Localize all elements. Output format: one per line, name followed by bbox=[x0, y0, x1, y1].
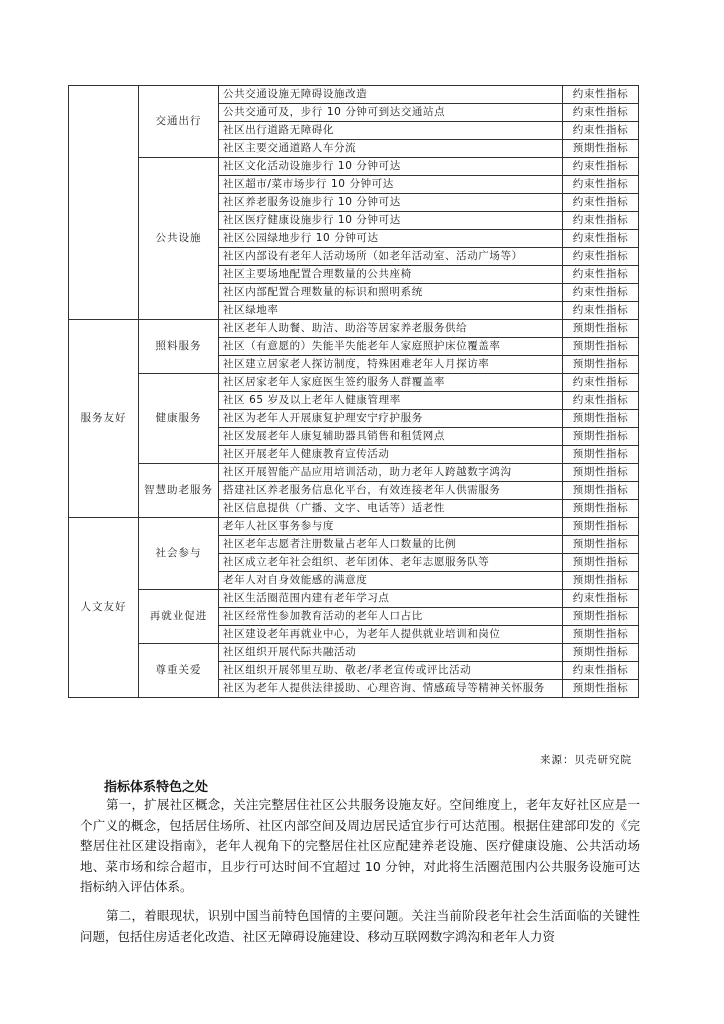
table-source: 来源：贝壳研究院 bbox=[540, 754, 632, 766]
subcategory-cell: 交通出行 bbox=[139, 86, 219, 158]
indicator-type-cell: 约束性指标 bbox=[563, 104, 639, 122]
indicator-cell: 社区超市/菜市场步行 10 分钟可达 bbox=[219, 176, 563, 194]
indicator-type-cell: 预期性指标 bbox=[563, 320, 639, 338]
indicator-cell: 搭建社区养老服务信息化平台，有效连接老年人供需服务 bbox=[219, 482, 563, 500]
indicator-type-cell: 约束性指标 bbox=[563, 212, 639, 230]
indicator-cell: 社区养老服务设施步行 10 分钟可达 bbox=[219, 194, 563, 212]
table-row bbox=[69, 518, 639, 536]
paragraph-1: 第一，扩展社区概念，关注完整居住社区公共服务设施友好。空间维度上，老年友好社区应是一个广义的概念，包括居住场所、社区内部空间及周边居民适宜步行可达范围。根据住建部印发的《完整居住社区建设指南》，老年人视角下的完整居住社区应配建养老设施、医疗健康设施、公共活动场地、菜市场和综合超市，且步行可达时间不宜超过 10 分钟，对此将生活圈范围内公共服务设施可达指标纳入评估体系。 bbox=[80, 797, 640, 894]
indicator-cell: 社区建设老年再就业中心，为老年人提供就业培训和岗位 bbox=[219, 626, 563, 644]
indicator-type-cell: 约束性指标 bbox=[563, 662, 639, 680]
indicator-cell: 社区开展老年人健康教育宣传活动 bbox=[219, 446, 563, 464]
indicator-cell: 社区为老年人提供法律援助、心理咨询、情感疏导等精神关怀服务 bbox=[219, 680, 563, 698]
indicator-type-cell: 约束性指标 bbox=[563, 230, 639, 248]
indicator-cell: 社区主要场地配置合理数量的公共座椅 bbox=[219, 266, 563, 284]
indicator-cell: 社区信息提供（广播、文字、电话等）适老性 bbox=[219, 500, 563, 518]
indicator-cell: 社区居家老年人家庭医生签约服务人群覆盖率 bbox=[219, 374, 563, 392]
subcategory-cell: 尊重关爱 bbox=[139, 644, 219, 698]
indicator-cell: 社区发展老年人康复辅助器具销售和租赁网点 bbox=[219, 428, 563, 446]
indicator-type-cell: 预期性指标 bbox=[563, 338, 639, 356]
indicator-type-cell: 预期性指标 bbox=[563, 410, 639, 428]
indicator-type-cell: 约束性指标 bbox=[563, 248, 639, 266]
indicator-cell: 社区开展智能产品应用培训活动，助力老年人跨越数字鸿沟 bbox=[219, 464, 563, 482]
indicator-cell: 社区为老年人开展康复护理安宁疗护服务 bbox=[219, 410, 563, 428]
indicator-type-cell: 预期性指标 bbox=[563, 518, 639, 536]
indicator-type-cell: 约束性指标 bbox=[563, 86, 639, 104]
indicator-cell: 社区出行道路无障碍化 bbox=[219, 122, 563, 140]
indicator-cell: 社区建立居家老人探访制度，特殊困难老年人月探访率 bbox=[219, 356, 563, 374]
table-row bbox=[69, 374, 639, 392]
indicator-cell: 社区主要交通道路人车分流 bbox=[219, 140, 563, 158]
indicator-type-cell: 预期性指标 bbox=[563, 554, 639, 572]
indicator-cell: 老年人社区事务参与度 bbox=[219, 518, 563, 536]
indicator-cell: 社区 65 岁及以上老年人健康管理率 bbox=[219, 392, 563, 410]
indicator-type-cell: 预期性指标 bbox=[563, 680, 639, 698]
indicator-cell: 公共交通设施无障碍设施改造 bbox=[219, 86, 563, 104]
indicator-cell: 社区生活圈范围内建有老年学习点 bbox=[219, 590, 563, 608]
indicator-type-cell: 约束性指标 bbox=[563, 122, 639, 140]
paragraph-2: 第二，着眼现状，识别中国当前特色国情的主要问题。关注当前阶段老年社会生活面临的关键性问题，包括住房适老化改造、社区无障碍设施建设、移动互联网数字鸿沟和老年人力资 bbox=[80, 908, 640, 944]
indicator-cell: 社区经常性参加教育活动的老年人口占比 bbox=[219, 608, 563, 626]
indicator-cell: 社区公园绿地步行 10 分钟可达 bbox=[219, 230, 563, 248]
subcategory-cell: 社会参与 bbox=[139, 518, 219, 590]
indicator-type-cell: 预期性指标 bbox=[563, 626, 639, 644]
subcategory-cell: 公共设施 bbox=[139, 158, 219, 320]
indicator-cell: 社区内部设有老年人活动场所（如老年活动室、活动广场等） bbox=[219, 248, 563, 266]
table-row bbox=[69, 86, 639, 104]
indicator-type-cell: 约束性指标 bbox=[563, 590, 639, 608]
subcategory-cell: 照料服务 bbox=[139, 320, 219, 374]
indicator-cell: 社区医疗健康设施步行 10 分钟可达 bbox=[219, 212, 563, 230]
indicator-type-cell: 约束性指标 bbox=[563, 176, 639, 194]
indicator-cell: 社区绿地率 bbox=[219, 302, 563, 320]
indicator-type-cell: 预期性指标 bbox=[563, 356, 639, 374]
table-row bbox=[69, 320, 639, 338]
subcategory-cell: 健康服务 bbox=[139, 374, 219, 464]
indicator-type-cell: 约束性指标 bbox=[563, 374, 639, 392]
subcategory-cell: 再就业促进 bbox=[139, 590, 219, 644]
indicator-type-cell: 预期性指标 bbox=[563, 428, 639, 446]
indicator-cell: 社区组织开展代际共融活动 bbox=[219, 644, 563, 662]
table-row bbox=[69, 158, 639, 176]
indicator-type-cell: 预期性指标 bbox=[563, 608, 639, 626]
indicator-type-cell: 预期性指标 bbox=[563, 500, 639, 518]
table-row bbox=[69, 590, 639, 608]
indicator-cell: 社区老年志愿者注册数量占老年人口数量的比例 bbox=[219, 536, 563, 554]
indicator-cell: 社区老年人助餐、助洁、助浴等居家养老服务供给 bbox=[219, 320, 563, 338]
indicator-cell: 社区内部配置合理数量的标识和照明系统 bbox=[219, 284, 563, 302]
indicator-type-cell: 约束性指标 bbox=[563, 284, 639, 302]
indicator-cell: 老年人对自身效能感的满意度 bbox=[219, 572, 563, 590]
category-cell bbox=[69, 86, 139, 320]
indicator-type-cell: 预期性指标 bbox=[563, 446, 639, 464]
table-row bbox=[69, 644, 639, 662]
category-cell: 服务友好 bbox=[69, 320, 139, 518]
category-cell: 人文友好 bbox=[69, 518, 139, 698]
indicator-table bbox=[68, 85, 639, 698]
indicator-type-cell: 预期性指标 bbox=[563, 536, 639, 554]
indicator-type-cell: 约束性指标 bbox=[563, 194, 639, 212]
indicator-type-cell: 预期性指标 bbox=[563, 644, 639, 662]
section-heading: 指标体系特色之处 bbox=[104, 780, 209, 795]
subcategory-cell: 智慧助老服务 bbox=[139, 464, 219, 518]
table-row bbox=[69, 464, 639, 482]
indicator-cell: 社区成立老年社会组织、老年团体、老年志愿服务队等 bbox=[219, 554, 563, 572]
indicator-type-cell: 预期性指标 bbox=[563, 572, 639, 590]
indicator-type-cell: 约束性指标 bbox=[563, 302, 639, 320]
indicator-type-cell: 预期性指标 bbox=[563, 140, 639, 158]
indicator-type-cell: 预期性指标 bbox=[563, 482, 639, 500]
indicator-type-cell: 预期性指标 bbox=[563, 464, 639, 482]
indicator-cell: 社区文化活动设施步行 10 分钟可达 bbox=[219, 158, 563, 176]
indicator-cell: 公共交通可及，步行 10 分钟可到达交通站点 bbox=[219, 104, 563, 122]
indicator-cell: 社区组织开展邻里互助、敬老/孝老宣传或评比活动 bbox=[219, 662, 563, 680]
indicator-type-cell: 约束性指标 bbox=[563, 392, 639, 410]
indicator-cell: 社区（有意愿的）失能半失能老年人家庭照护床位覆盖率 bbox=[219, 338, 563, 356]
indicator-type-cell: 约束性指标 bbox=[563, 158, 639, 176]
indicator-type-cell: 约束性指标 bbox=[563, 266, 639, 284]
